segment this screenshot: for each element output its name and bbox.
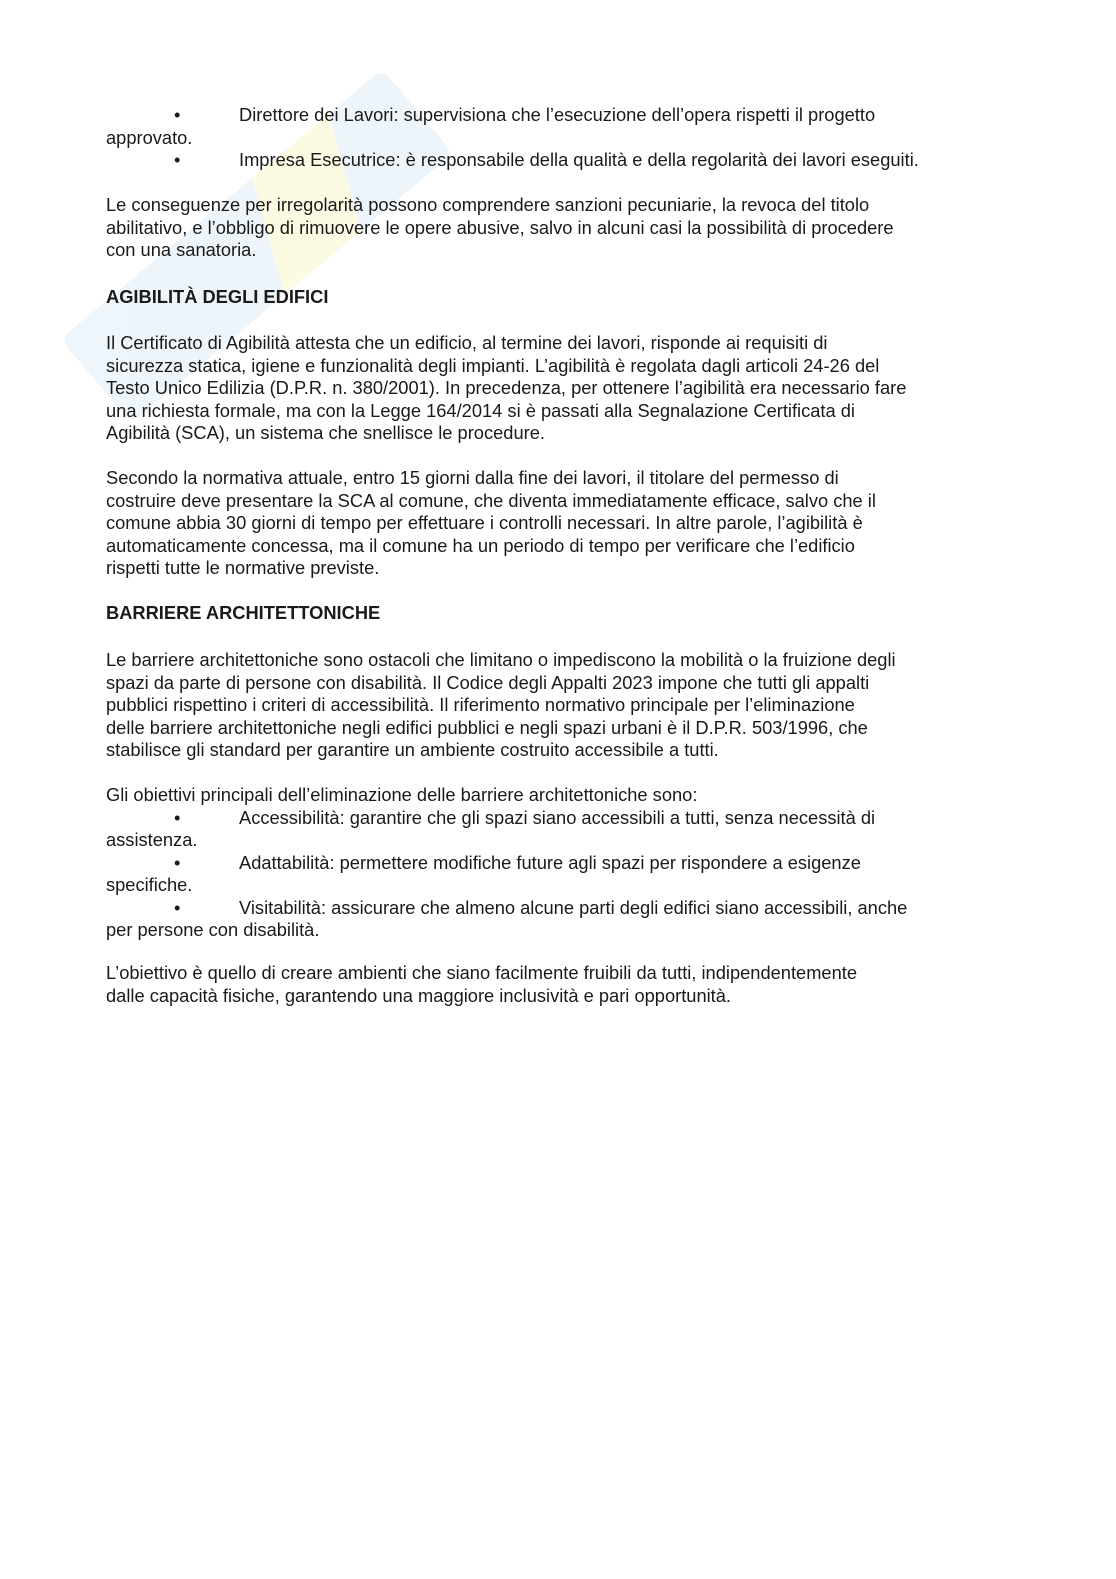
bullet: • — [174, 104, 181, 125]
bullet: • — [174, 806, 181, 828]
list-item-text: Direttore dei Lavori: supervisiona che l’esecuzione dell’opera rispetti il progetto — [239, 104, 876, 125]
text-line: Le barriere architettoniche sono ostacoli che limitano o impediscono la mobilità o la fruizione degli — [106, 649, 896, 670]
text-line: Agibilità (SCA), un sistema che snellisce le procedure. — [106, 422, 545, 443]
text-line: costruire deve presentare la SCA al comune, che diventa immediatamente efficace, salvo che il — [106, 489, 876, 511]
list-item-continuation: specifiche. — [106, 874, 193, 895]
section-heading-agibilita: AGIBILITÀ DEGLI EDIFICI — [106, 286, 329, 307]
paragraph-certificato — [106, 332, 906, 445]
paragraph-conclusion — [106, 962, 857, 1007]
goals-section — [106, 784, 907, 942]
text-line: una richiesta formale, ma con la Legge 164/2014 si è passati alla Segnalazione Certificata di — [106, 399, 855, 421]
list-item-text: Accessibilità: garantire che gli spazi siano accessibili a tutti, senza necessità di — [239, 806, 876, 828]
text-line: comune abbia 30 giorni di tempo per effettuare i controlli necessari. In altre parole, l’agibilità è — [106, 512, 863, 533]
text-line: L’obiettivo è quello di creare ambienti che siano facilmente fruibili da tutti, indipendentemente — [106, 962, 858, 983]
text-line: Le conseguenze per irregolarità possono comprendere sanzioni pecuniarie, la revoca del titolo — [106, 194, 870, 215]
text-line: Testo Unico Edilizia (D.P.R. n. 380/2001). In precedenza, per ottenere l’agibilità era necessario fare — [106, 377, 907, 398]
text-line: spazi da parte di persone con disabilità. Il Codice degli Appalti 2023 impone che tutti gli appalti — [106, 671, 870, 693]
paragraph-barriere — [106, 649, 896, 762]
bullet: • — [174, 149, 181, 170]
paragraph-normativa — [106, 467, 876, 580]
text-line: stabilisce gli standard per garantire un ambiente costruito accessibile a tutti. — [106, 739, 719, 760]
list-item — [106, 149, 919, 172]
text-line: Il Certificato di Agibilità attesta che un edificio, al termine dei lavori, risponde ai requisiti di — [106, 332, 828, 353]
list-item — [106, 104, 919, 127]
list-item — [106, 897, 907, 920]
text-line: rispetti tutte le normative previste. — [106, 557, 380, 578]
list-item — [106, 807, 907, 830]
intro-bullet-list — [106, 104, 919, 172]
bullet: • — [174, 851, 181, 873]
list-item-continuation: per persone con disabilità. — [106, 919, 320, 940]
list-item-text: Visitabilità: assicurare che almeno alcune parti degli edifici siano accessibili, anche — [239, 896, 908, 918]
list-item-text: Adattabilità: permettere modifiche future agli spazi per rispondere a esigenze — [239, 851, 861, 873]
text-line: sicurezza statica, igiene e funzionalità degli impianti. L’agibilità è regolata dagli articoli 24-26 del — [106, 354, 880, 376]
bullet: • — [174, 896, 181, 918]
text-line: delle barriere architettoniche negli edifici pubblici e negli spazi urbani è il D.P.R. 503/1996, che — [106, 716, 868, 738]
paragraph-consequences — [106, 194, 894, 262]
goals-intro: Gli obiettivi principali dell’eliminazione delle barriere architettoniche sono: — [106, 784, 698, 805]
text-line: dalle capacità fisiche, garantendo una maggiore inclusività e pari opportunità. — [106, 984, 731, 1006]
section-heading-barriere: BARRIERE ARCHITETTONICHE — [106, 602, 381, 623]
list-item-text: Impresa Esecutrice: è responsabile della qualità e della regolarità dei lavori eseguiti. — [239, 149, 919, 170]
text-line: automaticamente concessa, ma il comune ha un periodo di tempo per verificare che l’edificio — [106, 534, 855, 556]
text-line: pubblici rispettino i criteri di accessibilità. Il riferimento normativo principale per l’eliminazione — [106, 694, 855, 715]
list-item-continuation: assistenza. — [106, 829, 198, 850]
text-line: Secondo la normativa attuale, entro 15 giorni dalla fine dei lavori, il titolare del permesso di — [106, 467, 839, 488]
text-line: con una sanatoria. — [106, 239, 257, 260]
list-item — [106, 852, 907, 875]
text-line: abilitativo, e l’obbligo di rimuovere le opere abusive, salvo in alcuni casi la possibilità di procedere — [106, 216, 894, 238]
list-item-continuation: approvato. — [106, 126, 193, 148]
